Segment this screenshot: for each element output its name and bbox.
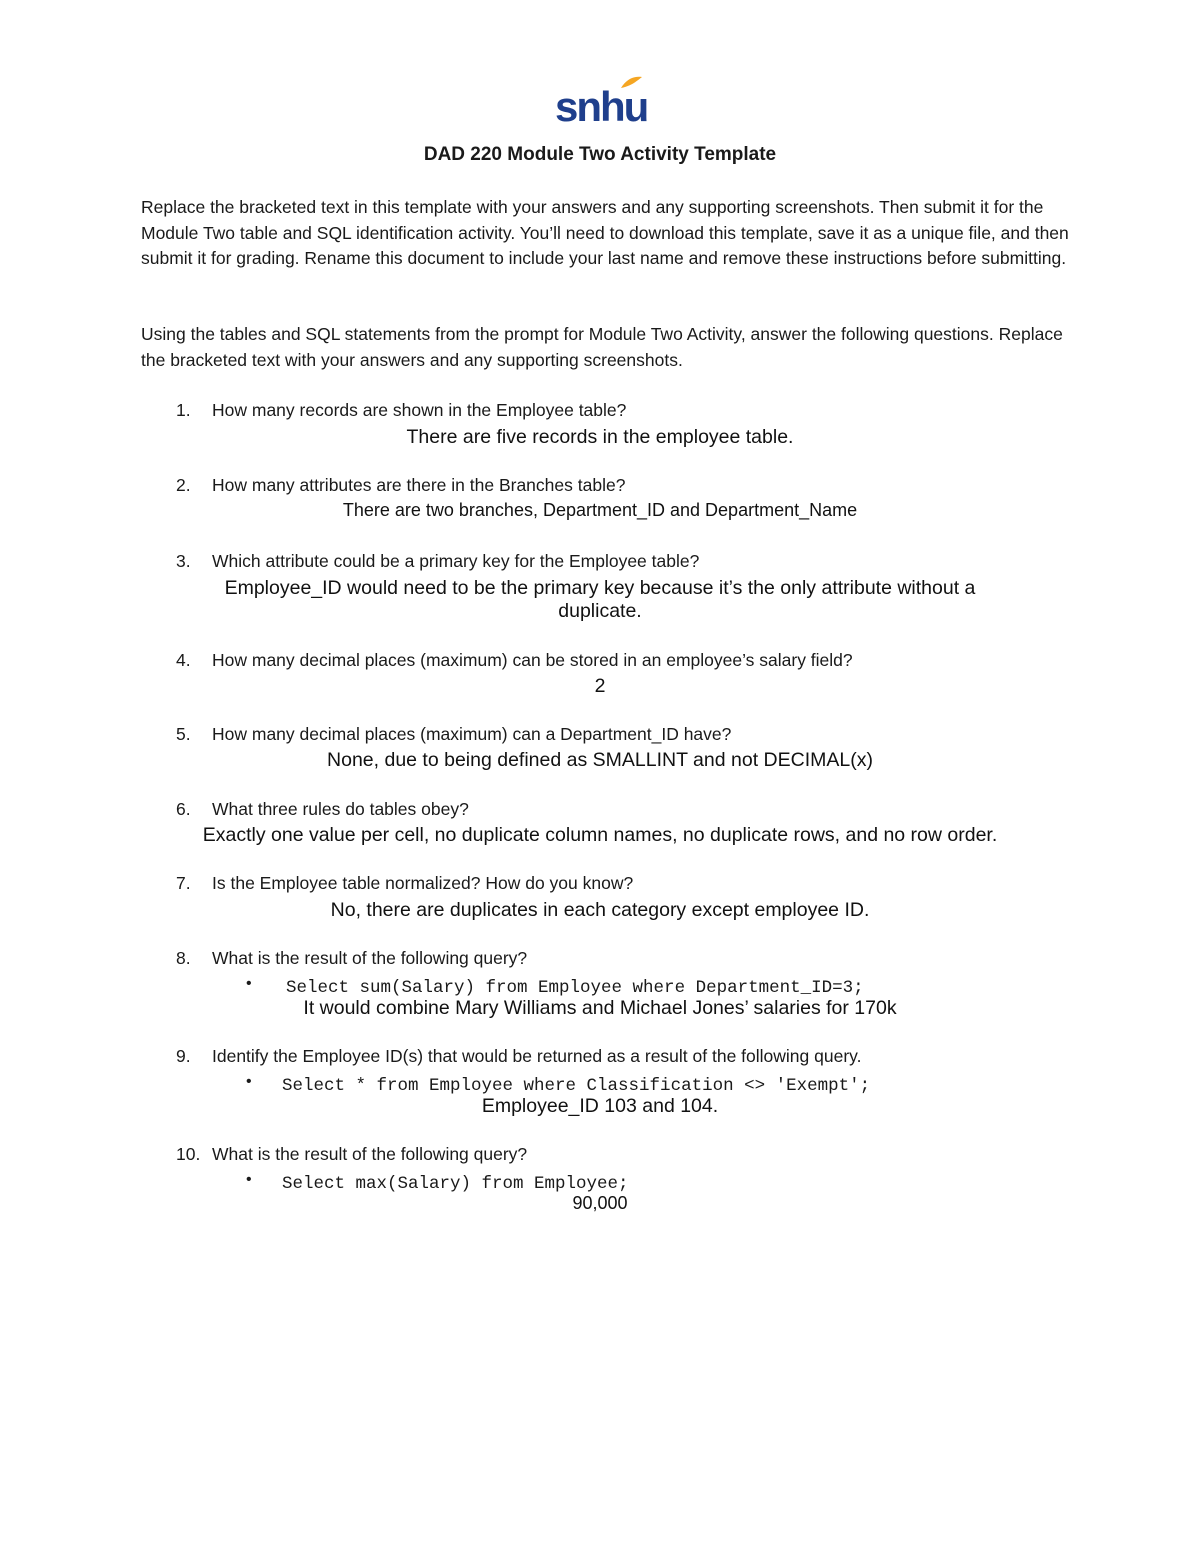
- question-9: [176, 1044, 861, 1068]
- answer-6: Exactly one value per cell, no duplicate column names, no duplicate rows, and no row order.: [202, 824, 998, 846]
- question-text: What is the result of the following query?: [212, 1144, 528, 1164]
- question-3: [176, 549, 699, 573]
- question-number: 1.: [176, 400, 191, 420]
- snhu-logo: [555, 74, 648, 134]
- question-number: 6.: [176, 799, 191, 819]
- question-text: How many decimal places (maximum) can be stored in an employee’s salary field?: [212, 650, 853, 670]
- document-title: DAD 220 Module Two Activity Template: [423, 144, 777, 165]
- question-number: 9.: [176, 1046, 191, 1066]
- bullet-icon: •: [246, 1171, 252, 1188]
- questions-intro-paragraph: Using the tables and SQL statements from the prompt for Module Two Activity, answer the following questions. Replace the bracketed text with your answers and any supporting screenshots.: [141, 324, 1063, 370]
- answer-7: No, there are duplicates in each category except employee ID.: [330, 899, 870, 921]
- question-number: 4.: [176, 650, 191, 670]
- bullet-icon: •: [246, 1073, 252, 1090]
- answer-1: There are five records in the employee table.: [406, 426, 794, 448]
- question-text: How many attributes are there in the Branches table?: [212, 475, 626, 495]
- question-7: [176, 871, 633, 895]
- question-4: [176, 648, 853, 672]
- question-2: [176, 473, 625, 497]
- answer-3-line-2: duplicate.: [558, 600, 642, 622]
- question-number: 10.: [176, 1144, 201, 1164]
- question-text: What is the result of the following query?: [212, 948, 528, 968]
- question-text: Which attribute could be a primary key for the Employee table?: [212, 551, 700, 571]
- logo-text: snhu: [555, 83, 648, 130]
- question-number: 2.: [176, 475, 191, 495]
- answer-9: Employee_ID 103 and 104.: [481, 1095, 719, 1117]
- question-text: How many records are shown in the Employee table?: [212, 400, 627, 420]
- question-text: Identify the Employee ID(s) that would be returned as a result of the following query.: [212, 1046, 862, 1066]
- sql-query-8: Select sum(Salary) from Employee where Department_ID=3;: [286, 978, 864, 998]
- answer-3-line-1: Employee_ID would need to be the primary key because it’s the only attribute without a: [224, 577, 976, 599]
- answer-5: None, due to being defined as SMALLINT and not DECIMAL(x): [327, 749, 873, 771]
- sql-query-10: Select max(Salary) from Employee;: [282, 1174, 629, 1194]
- question-number: 7.: [176, 873, 191, 893]
- question-5: [176, 722, 731, 746]
- question-6: [176, 797, 469, 821]
- question-text: What three rules do tables obey?: [212, 799, 469, 819]
- answer-8: It would combine Mary Williams and Michael Jones’ salaries for 170k: [303, 997, 897, 1019]
- question-text: How many decimal places (maximum) can a Department_ID have?: [212, 724, 732, 744]
- bullet-icon: •: [246, 975, 252, 992]
- answer-4: 2: [594, 675, 606, 697]
- sql-query-9: Select * from Employee where Classification <> 'Exempt';: [282, 1076, 871, 1096]
- question-1: [176, 398, 626, 422]
- question-number: 5.: [176, 724, 191, 744]
- answer-2: There are two branches, Department_ID and Department_Name: [342, 500, 858, 520]
- question-number: 3.: [176, 551, 191, 571]
- question-10: [176, 1142, 527, 1166]
- question-text: Is the Employee table normalized? How do you know?: [212, 873, 634, 893]
- question-number: 8.: [176, 948, 191, 968]
- answer-10: 90,000: [572, 1193, 628, 1213]
- instructions-paragraph: Replace the bracketed text in this template with your answers and any supporting screenshots. Then submit it for the Module Two table and SQL identification activity. You’ll need to download this template, save it as a unique file, and then submit it for grading. Rename this document to include your last name and remove these instructions before submitting.: [141, 197, 1069, 268]
- question-8: [176, 946, 527, 970]
